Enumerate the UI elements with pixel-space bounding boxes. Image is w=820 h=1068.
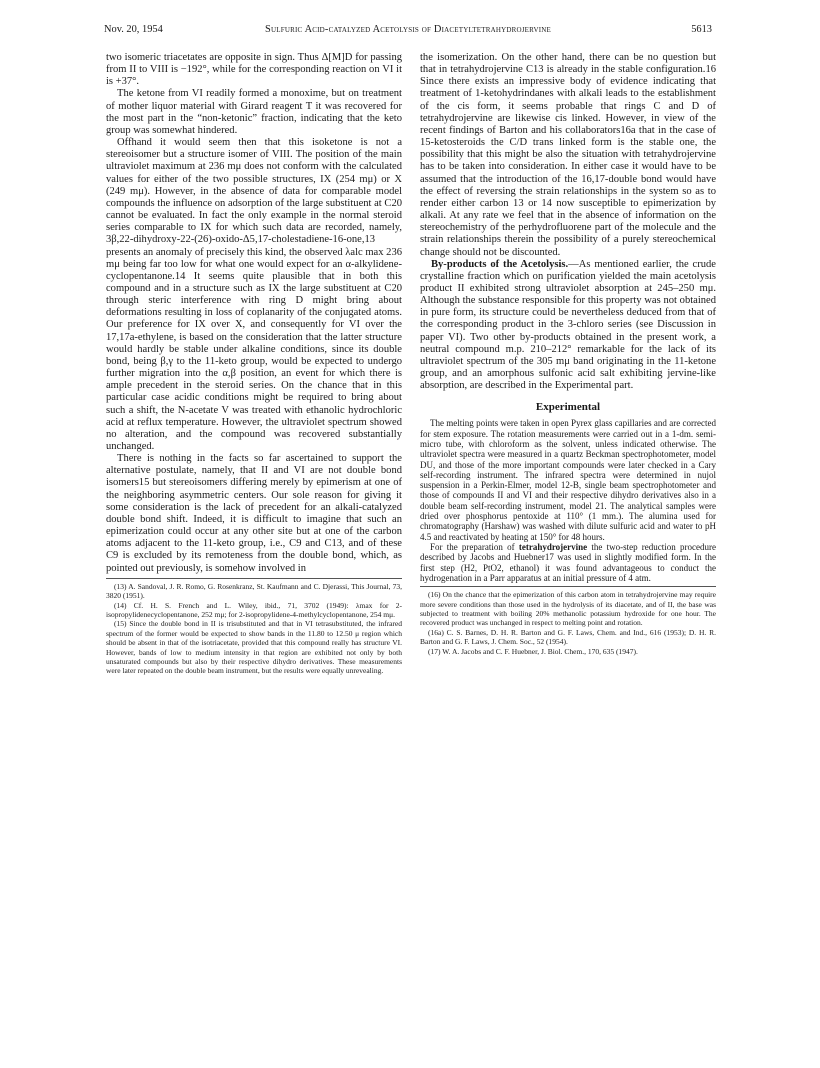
footnote-14: (14) Cf. H. S. French and L. Wiley, ibid., 71, 3702 (1949): λmax for 2-isopropylidenecyclopentanone, 252 mμ; for 2-isopropylidene-4-methylcyclopentanone, 254 mμ. xyxy=(106,600,402,619)
header-date: Nov. 20, 1954 xyxy=(104,24,163,35)
footnote-15: (15) Since the double bond in II is trisubstituted and that in VI tetrasubstituted, the infrared spectrum of the former would be expected to show bands in the 11.80 to 12.50 μ region which should be absent in that of the isotriacetate, provided that this compound really has structure VI. However, bands of low to medium intensity in that region are exhibited not only by both unsaturated compounds but also by their respective dihydro derivatives. These measurements were later repeated on the double beam instrument, but the results were equally unrevealing. xyxy=(106,619,402,676)
prep-compound: tetrahydrojervine xyxy=(518,541,588,552)
footnote-17: (17) W. A. Jacobs and C. F. Huebner, J. Biol. Chem., 170, 635 (1947). xyxy=(428,646,638,656)
prep-text: the two-step reduction procedure described by Jacobs and Huebner17 was used in slightly modified form. In the first step (H2, PtO2, ethanol) it was found advantageous to conduct the hydrogenation in a Parr apparatus at an initial pressure of 4 atm. xyxy=(420,541,716,583)
byproducts-paragraph xyxy=(420,259,716,393)
body-paragraph: two isomeric triacetates are opposite in sign. Thus Δ[M]D for passing from II to VIII is −192°, while for the corresponding reaction on VI it is +37°. xyxy=(106,52,402,88)
footnote-13: (13) A. Sandoval, J. R. Romo, G. Rosenkranz, St. Kaufmann and C. Djerassi, This Journal, 73, 3820 (1951). xyxy=(106,581,402,601)
header-page-number: 5613 xyxy=(691,24,712,35)
right-column xyxy=(420,52,716,656)
header-title: Sulfuric Acid-catalyzed Acetolysis of Diacetyltetrahydrojervine xyxy=(265,24,551,35)
body-paragraph: the isomerization. On the other hand, there can be no question but that in tetrahydrojervine C13 is already in the stable configuration.16 Since there exists an impressive body of evidence indicating that treatment of 1-ketohydrindanes with alkali leads to the establishment of the cis form, it seems probable that rings C and D of tetrahydrojervine are likewise cis linked. However, in view of the recent findings of Barton and his collaborators16a that in the case of 15-ketosteroids the C/D trans linked form is the stable one, the possibility that this might be also the situation with tetrahydrojervine has to be taken into consideration. In either case it would have to be assumed that the introduction of the 16,17-double bond would have the effect of reversing the strain relationships in the system so as to render either carbon 13 or 14 now susceptible to epimerization by alkali. At any rate we feel that in the absence of information on the stereochemistry of the perhydrofluorene part of the molecule and the strain relationships therein the possibility of a purely stereochemical change should not be discounted. xyxy=(420,52,716,258)
body-paragraph: The ketone from VI readily formed a monoxime, but on treatment of mother liquor material with Girard reagent T it was recovered for the most part in the “non-ketonic” fraction, indicating that the keto group was somewhat hindered. xyxy=(106,88,402,136)
body-paragraph: Offhand it would seem then that this isoketone is not a stereoisomer but a structure isomer of VIII. The position of the main ultraviolet maximum at 236 mμ does not conform with the calculated values for either of the two possible structures, IX (254 mμ) or X (249 mμ). However, in the absence of data for comparable model compounds the influence on adsorption of the large substituent at C20 cannot be evaluated. In fact the only example in the normal steroid series comparable to IX for which such data are recorded, namely, 3β,22-dihydroxy-22-(26)-oxido-Δ5,17-cholestadiene-16-one,13 presents an anomaly of precisely this kind, the observed λalc max 236 mμ being far too low for what one would expect for an α-alkylidene-cyclopentanone.14 It seems quite plausible that in both this compound and in a structure such as IX the large substituent at C20 through steric interference with ring D might bring about deformations resulting in loss of coplanarity of the conjugated atoms. Our preference for IX over X, and consequently for VI over the 17,17a-ethylene, is based on the consideration that the latter structure would hardly be stable under alkaline conditions, since its double bond, being β,γ to the 11-keto group, would be expected to undergo further migration into the α,β position, an event for which there is ample precedent in the steroid series. On the chance that in this particular case acidic conditions might be required to bring about such a shift, the N-acetate V was treated with ethanolic hydrochloric acid at reflux temperature. However, the ultraviolet spectrum showed no alteration, and the compound was recovered substantially unchanged. xyxy=(106,137,402,452)
footnote-rule xyxy=(106,578,402,579)
body-paragraph: There is nothing in the facts so far ascertained to support the alternative postulate, namely, that II and VI are not double bond isomers15 but stereoisomers differing merely by epimerism at one of the neighboring asymmetric centers. Our sole reason for giving it some consideration is the lack of precedent for an alkali-catalyzed double bond shift. Indeed, it is difficult to imagine that such an epimerization could occur at any other site but at one of the carbon atoms adjacent to the 11-keto group, i.e., C9 and C13, and of these C9 is excluded by its remoteness from the double bond, which, as pointed out previously, is somehow involved in xyxy=(106,453,402,574)
byproducts-text: —As mentioned earlier, the crude crystalline fraction which on purification yielded the main acetolysis product II exhibited strong ultraviolet absorption at 245–250 mμ. Although the substance responsible for this property was not obtained in pure form, its structure could be nevertheless deduced from that of the corresponding product in the 3-chloro series (see Discussion in paper VI). Two other by-products obtained in the present work, a neutral compound m.p. 210–212° remarkable for the lack of its ultraviolet spectrum of the 305 mμ band originating in the 11-ketone group, and an amorphous sulfonic acid salt exhibiting jervine-like absorption, are described in the Experimental part. xyxy=(420,258,716,392)
prep-lead: For the preparation of xyxy=(430,541,519,552)
experimental-heading: Experimental xyxy=(535,401,601,414)
running-header xyxy=(104,24,712,38)
footnote-16a: (16a) C. S. Barnes, D. H. R. Barton and G. F. Laws, Chem. and Ind., 616 (1953); D. H. R. Barton and G. F. Laws, J. Chem. Soc., 52 (1954). xyxy=(420,627,716,647)
footnote-rule xyxy=(420,586,716,587)
footnote-16: (16) On the chance that the epimerization of this carbon atom in tetrahydrojervine may require more severe conditions than those used in the hydrolysis of its diacetate, and of II, the base was subjected to treatment with boiling 20% methanolic potassium hydroxide for one hour. The recovered product was unchanged in respect to melting point and rotation. xyxy=(420,590,716,628)
experimental-paragraph: The melting points were taken in open Pyrex glass capillaries and are corrected for stem exposure. The rotation measurements were carried out in a 1-dm. semi-micro tube, with chloroform as the solvent, unless indicated otherwise. The ultraviolet spectra were measured in a quartz Beckman spectrophotometer, model DU, and those of the more important compounds were later checked in a Cary self-recording instrument. The infrared spectra were determined in nujol suspension in a Perkin-Elmer, model 12-B, single beam spectrophotometer and those of compounds II and VI and their respective dihydro derivatives also in a double beam self-recording instrument, model 21. The analytical samples were dried over phosphorus pentoxide at 110° (1 mm.). The alumina used for chromatography (Harshaw) was washed with dilute sulfuric acid and water to pH 4.5 and reactivated by heating at 150° for 48 hours. xyxy=(420,418,716,542)
byproducts-heading: By-products of the Acetolysis. xyxy=(431,258,569,270)
preparation-paragraph xyxy=(420,542,716,583)
left-column xyxy=(106,52,402,676)
